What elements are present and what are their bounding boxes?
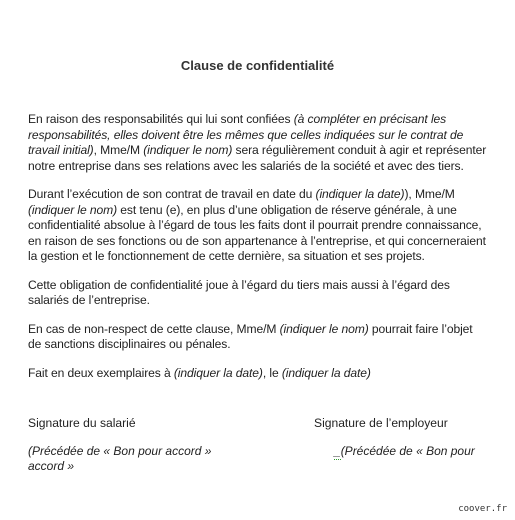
paragraph-2-placeholder-date: (indiquer la date) xyxy=(315,187,405,201)
paragraph-5 xyxy=(28,366,488,382)
paragraph-3 xyxy=(28,278,488,309)
paragraph-4-text: pourrait faire l’objet de sanctions disciplinaires ou pénales. xyxy=(28,321,473,351)
paragraph-2 xyxy=(28,187,488,265)
paragraph-1-text: sera régulièrement conduit à agir et représenter notre entreprise dans ses relations avec les salariés de la société et avec des tiers. xyxy=(28,143,487,173)
paragraph-1-text: En raison des responsabilités qui lui sont confiées xyxy=(28,112,294,126)
document-body xyxy=(28,112,488,394)
signature-employee-label: Signature du salarié xyxy=(28,416,136,430)
paragraph-5-text: Fait en deux exemplaires à xyxy=(28,365,174,380)
signature-employer-label: Signature de l’employeur xyxy=(314,416,448,430)
paragraph-1-text: , Mme/M xyxy=(93,143,144,157)
paragraph-4-placeholder-name: (indiquer le nom) xyxy=(279,321,369,336)
paragraph-5-placeholder-date: (indiquer la date) xyxy=(281,365,371,380)
paragraph-3-text: Cette obligation de confidentialité joue à l’égard du tiers mais aussi à l’égard des salariés de l’entreprise. xyxy=(28,277,450,307)
spellcheck-mark: _ xyxy=(334,444,341,458)
watermark: coover.fr xyxy=(458,504,507,514)
precede-employee-note: (Précédée de « Bon pour accord » accord » xyxy=(28,444,212,473)
paragraph-5-placeholder-place: (indiquer la date) xyxy=(173,365,263,380)
paragraph-2-text: est tenu (e), en plus d’une obligation de réserve générale, à une confidentialité absolue à l’égard de tous les faits dont il pourrait prendre connaissance, en raison de ses fonctions ou de son appartenance à l’entreprise, et qui concerneraient la gestion et le fonctionnement de cette dernière, sa situation et ses projets. xyxy=(28,202,486,263)
paragraph-2-text: Durant l’exécution de son contrat de travail en date du xyxy=(28,187,316,201)
precede-employer-note xyxy=(334,444,475,460)
paragraph-1 xyxy=(28,112,488,174)
paragraph-4-text: En cas de non-respect de cette clause, Mme/M xyxy=(28,321,280,336)
paragraph-5-text: , le xyxy=(262,365,282,380)
paragraph-2-placeholder-name: (indiquer le nom) xyxy=(28,202,118,217)
precede-employer-text: (Précédée de « Bon pour xyxy=(340,444,475,458)
document-title: Clause de confidentialité xyxy=(180,58,335,73)
paragraph-4 xyxy=(28,322,488,353)
paragraph-1-placeholder-responsibilities: (à compléter en précisant les responsabilités, elles doivent être les mêmes que celles indiquées sur le contrat de travail initial) xyxy=(28,112,464,157)
paragraph-1-placeholder-name: (indiquer le nom) xyxy=(143,143,233,157)
paragraph-2-text: ), Mme/M xyxy=(404,187,455,201)
